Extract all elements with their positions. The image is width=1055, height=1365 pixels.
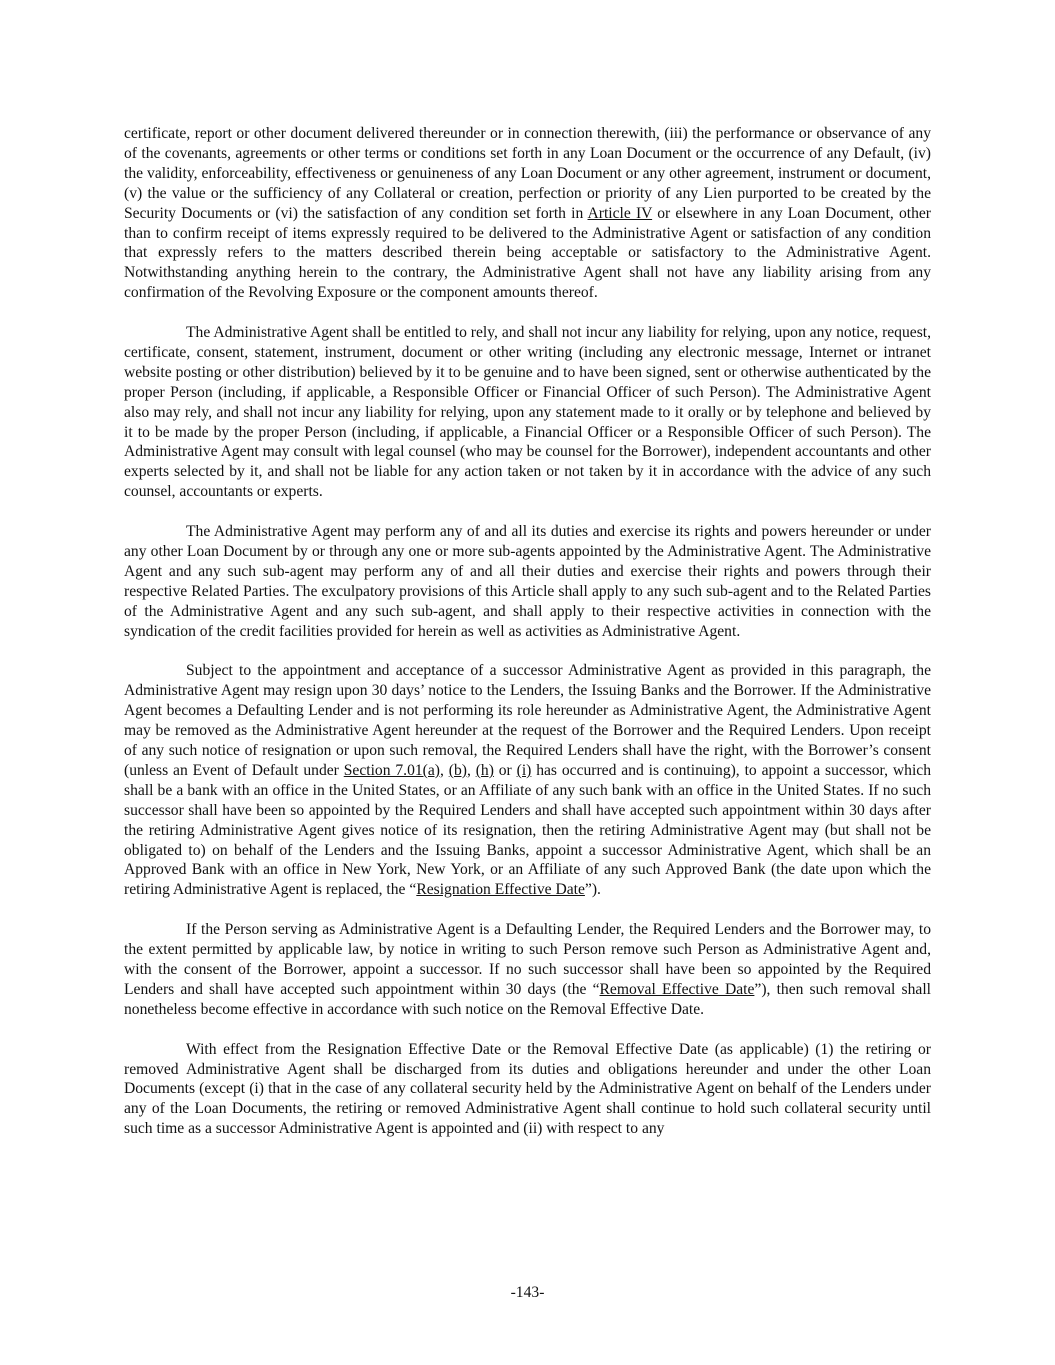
paragraph-5-text-b: ”), then such removal shall nonetheless become effective in accordance with such notice on the Removal Effective Date. <box>124 980 931 1018</box>
paragraph-3: The Administrative Agent may perform any of and all its duties and exercise its rights and powers hereunder or under any other Loan Document by or through any one or more sub-agents appointed by the Administrative Agent. The Administrative Agent and any such sub-agent may perform any of and all their duties and exercise their rights and powers through their respective Related Parties. The exculpatory provisions of this Article shall apply to any such sub-agent and to the Related Parties of the Administrative Agent and any such sub-agent, and shall apply to their respective activities in connection with the syndication of the credit facilities provided for herein as well as activities as Administrative Agent. <box>124 523 931 640</box>
paragraph-5-text-a: If the Person serving as Administrative Agent is a Defaulting Lender, the Required Lenders and the Borrower may, to the extent permitted by applicable law, by notice in writing to such Person remove such Person as Administrative Agent and, with the consent of the Borrower, appoint a successor. If no such successor shall have been so appointed by the Required Lenders and shall have accepted such appointment within 30 days (the “ <box>124 921 931 998</box>
paragraph-1-text-a: certificate, report or other document delivered thereunder or in connection therewith, (iii) the performance or observance of any of the covenants, agreements or other terms or conditions set forth in any Loan Document or the occurrence of any Default, (iv) the validity, enforceability, effectiveness or genuineness of any Loan Document or any other agreement, instrument or document, (v) the value or the sufficiency of any Collateral or creation, perfection or priority of any Lien purported to be created by the Security Documents or (vi) the satisfaction of any condition set forth in <box>124 125 931 222</box>
removal-effective-date-term: Removal Effective Date <box>599 980 755 998</box>
section-7-01a-reference: Section 7.01(a) <box>343 761 440 779</box>
paragraph-4-text-a: Subject to the appointment and acceptance of a successor Administrative Agent as provided in this paragraph, the Administrative Agent may resign upon 30 days’ notice to the Lenders, the Issuing Banks and the Borrower. If the Administrative Agent becomes a Defaulting Lender and is not performing its role hereunder as Administrative Agent, the Administrative Agent may be removed as the Administrative Agent hereunder at the request of the Borrower and the Required Lenders. Upon receipt of any such notice of resignation or upon such removal, the Required Lenders shall have the right, with the Borrower’s consent (unless an Event of Default under <box>124 662 931 779</box>
paragraph-6: With effect from the Resignation Effective Date or the Removal Effective Date (as applicable) (1) the retiring or removed Administrative Agent shall be discharged from its duties and obligations hereunder and under the other Loan Documents (except (i) that in the case of any collateral security held by the Administrative Agent on behalf of the Lenders under any of the Loan Documents, the retiring or removed Administrative Agent shall continue to hold such collateral security until such time as a successor Administrative Agent is appointed and (ii) with respect to any <box>124 1040 931 1138</box>
section-i-reference: (i) <box>516 761 532 779</box>
resignation-effective-date-term: Resignation Effective Date <box>416 881 585 899</box>
section-b-reference: (b) <box>448 761 467 779</box>
page-number: -143- <box>510 1284 545 1301</box>
paragraph-4 <box>124 661 931 900</box>
document-body <box>124 124 931 1159</box>
paragraph-1-text-b: or elsewhere in any Loan Document, other than to confirm receipt of items expressly required to be delivered to the Administrative Agent or satisfaction of any condition that expressly refers to the matters described therein being acceptable or satisfactory to the Administrative Agent. Notwithstanding anything herein to the contrary, the Administrative Agent shall not have any liability arising from any confirmation of the Revolving Exposure or the component amounts thereof. <box>124 204 931 302</box>
section-h-reference: (h) <box>475 761 494 779</box>
paragraph-4-text-c: ”). <box>584 881 601 899</box>
separator: or <box>493 761 517 779</box>
paragraph-1 <box>124 124 931 303</box>
separator: , <box>439 761 449 779</box>
paragraph-4-text-b: has occurred and is continuing), to appoint a successor, which shall be a bank with an office in the United States, or an Affiliate of any such bank with an office in the United States. If no such successor shall have been so appointed by the Required Lenders and shall have accepted such appointment within 30 days after the retiring Administrative Agent gives notice of its resignation, then the retiring Administrative Agent may (but shall not be obligated to) on behalf of the Lenders and the Issuing Banks, appoint a successor Administrative Agent, which shall be an Approved Bank with an office in New York, New York, or an Affiliate of any such Approved Bank (the date upon which the retiring Administrative Agent is replaced, the “ <box>124 761 932 899</box>
paragraph-2: The Administrative Agent shall be entitled to rely, and shall not incur any liability for relying, upon any notice, request, certificate, consent, statement, instrument, document or other writing (including any electronic message, Internet or intranet website posting or other distribution) believed by it to be genuine and to have been signed, sent or otherwise authenticated by the proper Person (including, if applicable, a Responsible Officer or Financial Officer of such Person). The Administrative Agent also may rely, and shall not incur any liability for relying, upon any statement made to it orally or by telephone and believed by it to be made by the proper Person (including, if applicable, a Financial Officer or a Responsible Officer of such Person). The Administrative Agent may consult with legal counsel (who may be counsel for the Borrower), independent accountants and other experts selected by it, and shall not be liable for any action taken or not taken by it in accordance with the advice of any such counsel, accountants or experts. <box>124 324 931 501</box>
separator: , <box>466 761 476 779</box>
article-iv-reference: Article IV <box>587 204 653 222</box>
paragraph-5 <box>124 920 931 1020</box>
